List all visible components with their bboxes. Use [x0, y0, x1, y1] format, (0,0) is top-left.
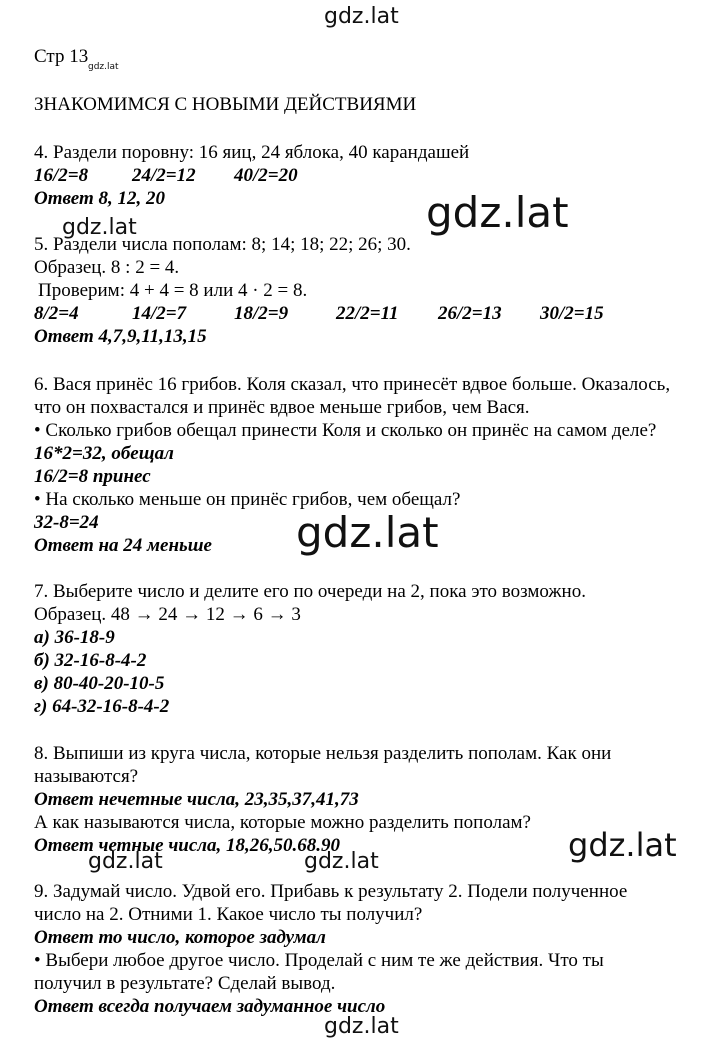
task4-calc-2: 24/2=12 [132, 165, 196, 186]
task5-sample: Образец. 8 : 2 = 4. [34, 257, 180, 278]
watermark-small-1: gdz.lat [62, 215, 137, 240]
task5-calc-6: 30/2=15 [540, 303, 604, 324]
task8-question-line2: называются? [34, 766, 139, 787]
task4-question: 4. Раздели поровну: 16 яиц, 24 яблока, 40 карандашей [34, 142, 470, 163]
watermark-big-3: gdz.lat [568, 826, 677, 864]
task7-item-a: а) 36-18-9 [34, 627, 115, 648]
task7-sample: Образец. 48 → 24 → 12 → 6 → 3 [34, 604, 301, 625]
task5-calc-3: 18/2=9 [234, 303, 289, 324]
task5-calculations [34, 303, 694, 325]
task4-answer: Ответ 8, 12, 20 [34, 188, 165, 209]
task6-question-line2: что он похвастался и принёс вдвое меньше грибов, чем Вася. [34, 397, 530, 418]
task4-calculations [34, 165, 694, 187]
watermark-small-3: gdz.lat [304, 849, 379, 874]
task5-answer: Ответ 4,7,9,11,13,15 [34, 326, 207, 347]
section-heading: ЗНАКОМИМСЯ С НОВЫМИ ДЕЙСТВИЯМИ [34, 94, 417, 115]
task9-subquestion-line1: • Выбери любое другое число. Проделай с ним те же действия. Что ты [34, 950, 604, 971]
page-reference: Стр 13 [34, 46, 89, 67]
watermark-big-2: gdz.lat [296, 508, 439, 557]
task7-item-c: в) 80-40-20-10-5 [34, 673, 165, 694]
task8-answer-1: Ответ нечетные числа, 23,35,37,41,73 [34, 789, 359, 810]
task9-answer-1: Ответ то число, которое задумал [34, 927, 326, 948]
task9-question-line2: число на 2. Отними 1. Какое число ты получил? [34, 904, 423, 925]
task5-question: 5. Раздели числа пополам: 8; 14; 18; 22; 26; 30. [34, 234, 411, 255]
task6-subquestion-1: • Сколько грибов обещал принести Коля и сколько он принёс на самом деле? [34, 420, 657, 441]
task5-calc-4: 22/2=11 [336, 303, 399, 324]
task6-question-line1: 6. Вася принёс 16 грибов. Коля сказал, что принесёт вдвое больше. Оказалось, [34, 374, 671, 395]
task6-calc-3: 32-8=24 [34, 512, 99, 533]
task9-question-line1: 9. Задумай число. Удвой его. Прибавь к результату 2. Подели полученное [34, 881, 628, 902]
task7-item-b: б) 32-16-8-4-2 [34, 650, 147, 671]
task4-calc-1: 16/2=8 [34, 165, 89, 186]
watermark-bottom: gdz.lat [324, 1014, 399, 1039]
watermark-small-2: gdz.lat [88, 849, 163, 874]
task4-calc-3: 40/2=20 [234, 165, 298, 186]
task6-subquestion-2: • На сколько меньше он принёс грибов, чем обещал? [34, 489, 461, 510]
task5-calc-5: 26/2=13 [438, 303, 502, 324]
task6-calc-2: 16/2=8 принес [34, 466, 151, 487]
watermark-big-1: gdz.lat [426, 188, 569, 237]
task5-calc-1: 8/2=4 [34, 303, 79, 324]
task9-subquestion-line2: получил в результате? Сделай вывод. [34, 973, 336, 994]
task9-answer-2: Ответ всегда получаем задуманное число [34, 996, 386, 1017]
task5-check: Проверим: 4 + 4 = 8 или 4 · 2 = 8. [38, 280, 308, 301]
watermark-top: gdz.lat [324, 4, 399, 29]
task6-answer: Ответ на 24 меньше [34, 535, 212, 556]
task8-question-line1: 8. Выпиши из круга числа, которые нельзя разделить пополам. Как они [34, 743, 612, 764]
task6-calc-1: 16*2=32, обещал [34, 443, 174, 464]
watermark-small: gdz.lat [88, 62, 119, 72]
task7-item-d: г) 64-32-16-8-4-2 [34, 696, 170, 717]
task8-subquestion: А как называются числа, которые можно разделить пополам? [34, 812, 531, 833]
task7-question: 7. Выберите число и делите его по очереди на 2, пока это возможно. [34, 581, 586, 602]
task8-answer-2: Ответ четные числа, 18,26,50.68.90 [34, 835, 341, 856]
task5-calc-2: 14/2=7 [132, 303, 187, 324]
